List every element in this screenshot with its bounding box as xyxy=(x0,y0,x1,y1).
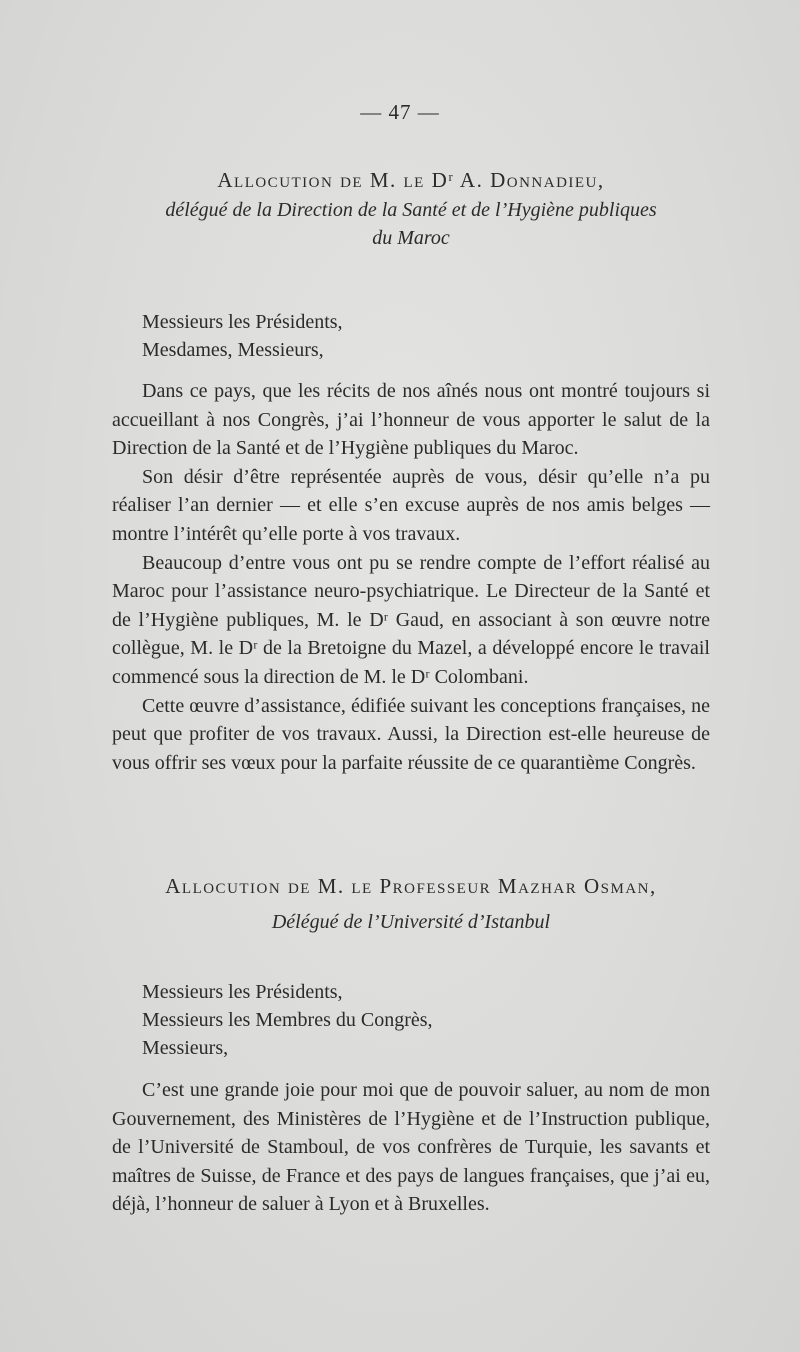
section-mazhar-osman xyxy=(112,874,710,899)
salutation-line: Mesdames, Messieurs, xyxy=(142,339,324,361)
section-donnadieu xyxy=(112,168,710,193)
salutation-line: Messieurs les Membres du Congrès, xyxy=(142,1009,433,1031)
subtitle-line: du Maroc xyxy=(372,227,450,249)
page-number: — 47 — xyxy=(360,100,440,124)
body-text xyxy=(112,377,710,777)
salutation xyxy=(112,978,710,1062)
subtitle-line: Délégué de l’Université d’Istanbul xyxy=(271,911,551,933)
salutation xyxy=(112,308,710,364)
section-title: Allocution de M. le Professeur Mazhar Osman, xyxy=(165,874,657,898)
subtitle-line: délégué de la Direction de la Santé et de l’Hygiène publiques xyxy=(165,199,657,221)
salutation-line: Messieurs les Présidents, xyxy=(142,981,343,1003)
section-title: Allocution de M. le Dʳ A. Donnadieu, xyxy=(217,168,605,192)
paragraph: Son désir d’être représentée auprès de vous, désir qu’elle n’a pu réaliser l’an dernier — et elle s’en excuse auprès de nos amis belges — montre l’intérêt qu’elle porte à vos travaux. xyxy=(112,465,710,545)
paragraph: Cette œuvre d’assistance, édifiée suivant les conceptions françaises, ne peut que profiter de vos travaux. Aussi, la Direction est-elle heureuse de vous offrir ses vœux pour la parfaite réussite de ce quarantième Congrès. xyxy=(112,694,710,774)
paragraph: Dans ce pays, que les récits de nos aînés nous ont montré toujours si accueillant à nos Congrès, j’ai l’honneur de vous apporter le salut de la Direction de la Santé et de l’Hygiène publiques du Maroc. xyxy=(112,380,710,460)
salutation-line: Messieurs, xyxy=(142,1037,229,1059)
body-text xyxy=(112,1076,710,1219)
paragraph: C’est une grande joie pour moi que de pouvoir saluer, au nom de mon Gouvernement, des Ministères de l’Hygiène et de l’Instruction publique, de l’Université de Stamboul, de vos confrères de Turquie, les savants et maîtres de Suisse, de France et des pays de langues françaises, que j’ai eu, déjà, l’honneur de saluer à Lyon et à Bruxelles. xyxy=(112,1079,710,1216)
salutation-line: Messieurs les Présidents, xyxy=(142,311,343,333)
paragraph: Beaucoup d’entre vous ont pu se rendre compte de l’effort réalisé au Maroc pour l’assistance neuro-psychiatrique. Le Directeur de la Santé et de l’Hygiène publiques, M. le Dʳ Gaud, en associant à son œuvre notre collègue, M. le Dʳ de la Bretoigne du Mazel, a développé encore le travail commencé sous la direction de M. le Dʳ Colombani. xyxy=(112,551,710,688)
section-subtitle xyxy=(112,196,710,252)
section-subtitle xyxy=(112,908,710,936)
